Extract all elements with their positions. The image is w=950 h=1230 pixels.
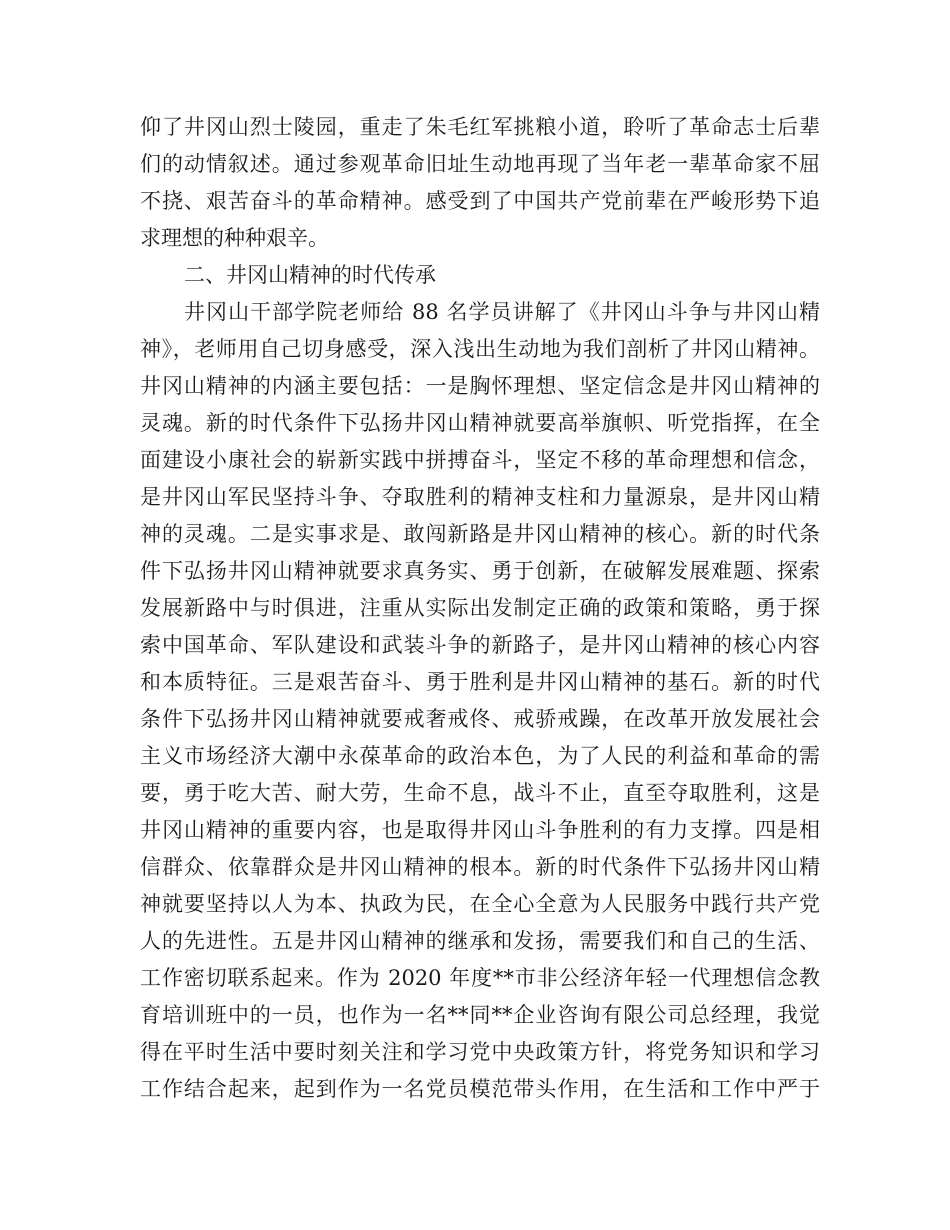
text-line: 得在平时生活中要时刻关注和学习党中央政策方针，将党务知识和学习 <box>140 1040 820 1064</box>
text-line: 件下弘扬井冈山精神就要求真务实、勇于创新，在破解发展难题、探索 <box>140 559 820 583</box>
text-line: 求理想的种种艰辛。 <box>140 226 329 250</box>
text-line: 神》，老师用自己切身感受，深入浅出生动地为我们剖析了井冈山精神。 <box>140 337 820 361</box>
text-line: 索中国革命、军队建设和武装斗争的新路子，是井冈山精神的核心内容 <box>140 633 820 657</box>
text-line: 要，勇于吃大苦、耐大劳，生命不息，战斗不止，直至夺取胜利，这是 <box>140 781 820 805</box>
text-line: 神就要坚持以人为本、执政为民，在全心全意为人民服务中践行共产党 <box>140 892 820 916</box>
text-line: 井冈山精神的内涵主要包括：一是胸怀理想、坚定信念是井冈山精神的 <box>140 374 820 398</box>
text-line: 们的动情叙述。通过参观革命旧址生动地再现了当年老一辈革命家不屈 <box>140 152 820 176</box>
text-line: 工作结合起来，起到作为一名党员模范带头作用，在生活和工作中严于 <box>140 1077 820 1101</box>
text-line: 主义市场经济大潮中永葆革命的政治本色，为了人民的利益和革命的需 <box>140 744 820 768</box>
text-line: 灵魂。新的时代条件下弘扬井冈山精神就要高举旗帜、听党指挥，在全 <box>140 411 820 435</box>
text-line: 是井冈山军民坚持斗争、夺取胜利的精神支柱和力量源泉，是井冈山精 <box>140 485 820 509</box>
text-line: 发展新路中与时俱进，注重从实际出发制定正确的政策和策略，勇于探 <box>140 596 820 620</box>
body-text <box>140 109 820 1108</box>
text-line: 井冈山干部学院老师给 88 名学员讲解了《井冈山斗争与井冈山精 <box>184 300 820 324</box>
text-line: 仰了井冈山烈士陵园，重走了朱毛红军挑粮小道，聆听了革命志士后辈 <box>140 115 820 139</box>
text-line: 信群众、依靠群众是井冈山精神的根本。新的时代条件下弘扬井冈山精 <box>140 855 820 879</box>
text-line: 不挠、艰苦奋斗的革命精神。感受到了中国共产党前辈在严峻形势下追 <box>140 189 820 213</box>
text-line: 井冈山精神的重要内容，也是取得井冈山斗争胜利的有力支撑。四是相 <box>140 818 820 842</box>
text-line: 面建设小康社会的崭新实践中拼搏奋斗，坚定不移的革命理想和信念， <box>140 448 820 472</box>
section-heading: 二、井冈山精神的时代传承 <box>184 263 436 287</box>
text-line: 条件下弘扬井冈山精神就要戒奢戒佟、戒骄戒躁，在改革开放发展社会 <box>140 707 820 731</box>
text-line: 神的灵魂。二是实事求是、敢闯新路是井冈山精神的核心。新的时代条 <box>140 522 820 546</box>
text-line: 和本质特征。三是艰苦奋斗、勇于胜利是井冈山精神的基石。新的时代 <box>140 670 820 694</box>
text-line: 育培训班中的一员，也作为一名**同**企业咨询有限公司总经理，我觉 <box>140 1003 820 1027</box>
text-line: 工作密切联系起来。作为 2020 年度**市非公经济年轻一代理想信念教 <box>140 966 820 990</box>
text-line: 人的先进性。五是井冈山精神的继承和发扬，需要我们和自己的生活、 <box>140 929 820 953</box>
